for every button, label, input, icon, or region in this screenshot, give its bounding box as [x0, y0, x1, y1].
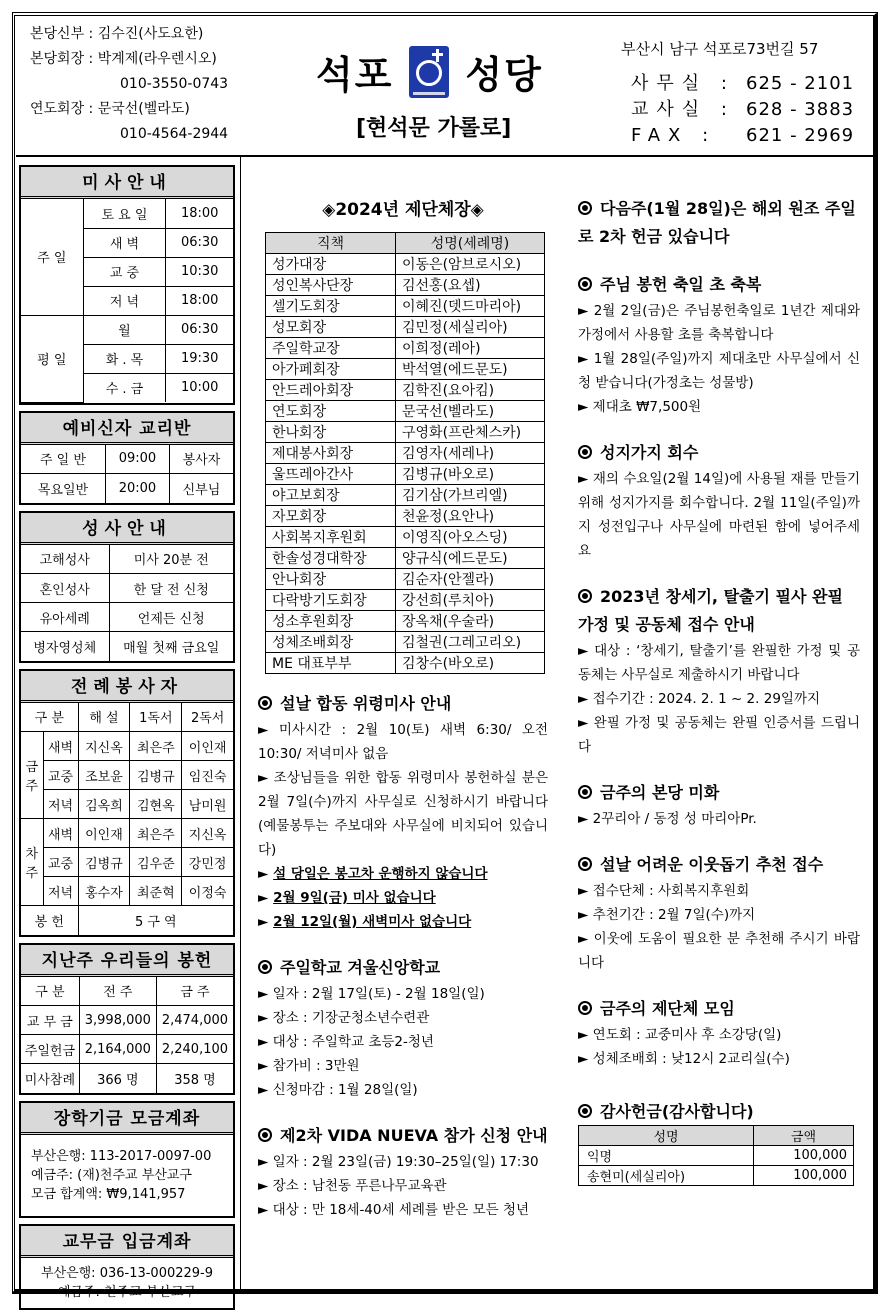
phone-fax: FAX : 621 - 2969 [631, 125, 855, 146]
column-divider [240, 157, 241, 1289]
bullet-icon [578, 277, 592, 291]
staff-info [30, 22, 228, 147]
church-logo-icon [409, 46, 449, 98]
table-row: 성인복사단장 김선홍(요셉) [266, 275, 545, 296]
table-row: 자모회장 천윤정(요안나) [266, 506, 545, 527]
notice-memorial-mass: 설날 합동 위령미사 안내 ► 미사시간 : 2월 10(토) 새벽 6:30/ 오전 10:30/ 저녁미사 없음 ► 조상님들을 위한 합동 위령미사 봉헌하실 분은 2월 7일(수)까지 사무실로 신청하시기 바랍니다(예물봉투는 주보대와 사무실에 비치되어 있습니다) ► 설 당일은 봉고차 운행하지 않습니다 ► 2월 9일(금) 미사 없습니다 ► 2월 12일(월) 새벽미사 없습니다 [258, 694, 548, 930]
table-row: 성가대장 이동은(암브로시오) [266, 254, 545, 275]
middle-column [258, 195, 548, 1222]
table-row: 연도회장 문국선(벨라도) [266, 401, 545, 422]
table-row: 안나회장 김순자(안젤라) [266, 569, 545, 590]
bullet-icon [578, 1104, 592, 1118]
title-left: 석포 [316, 53, 394, 97]
table-row: 성소후원회장 장옥채(우술라) [266, 611, 545, 632]
table-row: 야고보회장 김기삼(가브리엘) [266, 485, 545, 506]
bullet-icon [258, 1128, 272, 1142]
notice-winter-school: 주일학교 겨울신앙학교 ► 일자 : 2월 17일(토) - 2월 18일(일) ► 장소 : 기장군청소년수련관 ► 대상 : 주일학교 초등2-청년 ► 참가비 : 3만원 ► 신청마감 : 1월 28일(일) [258, 958, 485, 1098]
table-row: 성체조배회장 김철권(그레고리오) [266, 632, 545, 653]
bullet-icon [578, 1001, 592, 1015]
mass-schedule: 미사안내 주 일 토 요 일 18:00 새 벽 06:30 교 중 10:30 저 녁 18:00 평 일 월 06:30 화 . 목 19:30 수 . 금 10:00 [19, 165, 235, 405]
notice-group-meetings: 금주의 제단체 모임 ► 연도회 : 교중미사 후 소강당(일) ► 성체조배회 : 낮12시 2교리실(수) [578, 999, 790, 1067]
scholarship-bank: 부산은행: 113-2017-0097-00 [31, 1148, 212, 1164]
sacrament-info: 성사안내 고해성사 미사 20분 전 혼인성사 한 달 전 신청 유아세례 언제든 신청 병자영성체 매월 첫째 금요일 [19, 511, 235, 663]
bullet-icon [578, 445, 592, 459]
right-column [578, 195, 860, 1186]
youth-phone: 010-4564-2944 [120, 126, 229, 142]
sunday-label: 주 일 [21, 199, 83, 315]
president-phone: 010-3550-0743 [120, 76, 229, 92]
address: 부산시 남구 석포로73번길 57 [621, 40, 819, 58]
weekday-label: 평 일 [21, 315, 83, 402]
table-row: 울뜨레아간사 김병규(바오로) [266, 464, 545, 485]
table-row: 한솔성경대학장 양규식(에드문도) [266, 548, 545, 569]
left-sidebar [19, 165, 235, 1316]
thanks-table: 성명 금액 익명 100,000 송현미(세실리아) 100,000 [578, 1125, 854, 1186]
dues-account: 교무금 입금계좌 부산은행: 036-13-000229-9 예금주: 천주교 부산교구 [19, 1224, 235, 1310]
organization-heads-table: 직책 성명(세례명) 성가대장 이동은(암브로시오) 성인복사단장 김선홍(요셉) 셀기도회장 이혜진(뎃드마리아) 성모회장 김민정(세실리아) 주일학교장 이희정(레아) 아가페회장 박석열(에드문도) 안드레아회장 김학진(요아킴) 연도회장 문국선(벨라도) 한나회장 구영화(프란체스카) 제대봉사회장 김영자(세레나) 울뜨레아간사 김병규(바오로) 야고보회장 김기삼(가브리엘) 자모회장 천윤정(요안나) 사회복지후원회 이영직(아오스딩) 한솔성경대학장 양규식(에드문도) 안나회장 김순자(안젤라) 다락방기도회장 강선희(루치아) 성소후원회장 장옥채(우술라) 성체조배회장 김철권(그레고리오) ME 대표부부 김창수(바오로) [265, 232, 545, 674]
catechumen-class: 예비신자 교리반 주 일 반 09:00 봉사자 목요일반 20:00 신부님 [19, 411, 235, 505]
offering-report: 지난주 우리들의 봉헌 구 분 전 주 금 주 교 무 금 3,998,000 2,474,000 주일헌금 2,164,000 2,240,100 미사참례 366 명 358 명 [19, 943, 235, 1095]
notice-vida-nueva: 제2차 VIDA NUEVA 참가 신청 안내 ► 일자 : 2월 23일(금) 19:30–25일(일) 17:30 ► 장소 : 남천동 푸른나무교육관 ► 대상 : 만 18세-40세 세례를 받은 모든 청년 [258, 1126, 548, 1218]
bullet-icon [258, 696, 272, 710]
notice-bible-transcription: 2023년 창세기, 탈출기 필사 완필 가정 및 공동체 접수 안내 ► 대상 : ‘창세기, 탈출기’를 완필한 가정 및 공동체는 사무실로 제출하시기 바랍니다 ► 접수기간 : 2024. 2. 1 ~ 2. 29일까지 ► 완필 가정 및 공동체는 완필 인증서를 드립니다 [578, 587, 860, 755]
table-row: 제대봉사회장 김영자(세레나) [266, 443, 545, 464]
table-row: 안드레아회장 김학진(요아킴) [266, 380, 545, 401]
table-row: ME 대표부부 김창수(바오로) [266, 653, 545, 674]
bullet-icon [578, 785, 592, 799]
bulletin-header [16, 16, 876, 157]
mass-title: 미사안내 [21, 167, 233, 199]
bullet-icon [258, 960, 272, 974]
bullet-icon [578, 201, 592, 215]
liturgy-ministers: 전례봉사자 구 분 해 설 1독서 2독서 금주 새벽 지신옥 최은주 이인재 교중 조보윤 김병규 임진숙 저녁 김옥희 김현옥 남미원 차주 새벽 이인재 최은주 지신옥 교중 김병규 김우준 강민정 저녁 홍수자 최준혁 이정숙 봉 헌 5 구 역 [19, 669, 235, 937]
table-row: 사회복지후원회 이영직(아오스딩) [266, 527, 545, 548]
church-title [316, 44, 543, 99]
org-title: ◈2024년 제단체장◈ [322, 200, 484, 220]
bullet-icon [578, 857, 592, 871]
table-row: 한나회장 구영화(프란체스카) [266, 422, 545, 443]
patron-subtitle: [현석문 가롤로] [356, 116, 512, 141]
dues-bank: 부산은행: 036-13-000229-9 [40, 1265, 214, 1281]
notice-candle-blessing: 주님 봉헌 축일 초 축복 ► 2월 2일(금)은 주님봉헌축일로 1년간 제대와 가정에서 사용할 초를 축복합니다 ► 1월 28일(주일)까지 제대초만 사무실에서 신청 받습니다(가정초는 성물방) ► 제대초 ₩7,500원 [578, 275, 860, 415]
table-row: 주일학교장 이희정(레아) [266, 338, 545, 359]
bullet-icon [578, 589, 592, 603]
dues-holder: 예금주: 천주교 부산교구 [57, 1284, 197, 1300]
scholarship-account: 장학기금 모금계좌 부산은행: 113-2017-0097-00 예금주: (재)천주교 부산교구 모금 합계액: ₩9,141,957 [19, 1101, 235, 1218]
table-row: 셀기도회장 이혜진(뎃드마리아) [266, 296, 545, 317]
president: 본당회장 : 박계제(라우렌시오) [30, 51, 217, 67]
notice-palm-collection: 성지가지 회수 ► 재의 수요일(2월 14일)에 사용될 재를 만들기 위해 성지가지를 회수합니다. 2월 11일(주일)까지 성전입구나 사무실에 마련된 함에 넣어주세요 [578, 443, 860, 559]
notice-neighbor-help: 설날 어려운 이웃돕기 추천 접수 ► 접수단체 : 사회복지후원회 ► 추천기간 : 2월 7일(수)까지 ► 이웃에 도움이 필요한 분 추천해 주시기 바랍니다 [578, 855, 860, 971]
thanksgiving-offering: 감사헌금(감사합니다) 성명 금액 익명 100,000 송현미(세실리아) 100,000 [578, 1101, 860, 1186]
youth-president: 연도회장 : 문국선(벨라도) [30, 101, 190, 117]
table-row: 성모회장 김민정(세실리아) [266, 317, 545, 338]
scholarship-holder: 예금주: (재)천주교 부산교구 [31, 1167, 192, 1183]
table-row: 다락방기도회장 강선희(루치아) [266, 590, 545, 611]
phone-office: 사무실 : 625 - 2101 [631, 73, 855, 94]
contact-info [621, 38, 854, 149]
phone-teachers: 교사실 : 628 - 3883 [631, 99, 855, 120]
table-row: 아가페회장 박석열(에드문도) [266, 359, 545, 380]
title-right: 성당 [465, 53, 543, 97]
notice-cleaning-duty: 금주의 본당 미화 ► 2꾸리아 / 동정 성 마리아Pr. [578, 783, 757, 827]
notice-second-collection: 다음주(1월 28일)은 해외 원조 주일로 2차 헌금 있습니다 [578, 199, 856, 246]
scholarship-total: 모금 합계액: ₩9,141,957 [31, 1186, 186, 1202]
pastor: 본당신부 : 김수진(사도요한) [30, 26, 204, 42]
